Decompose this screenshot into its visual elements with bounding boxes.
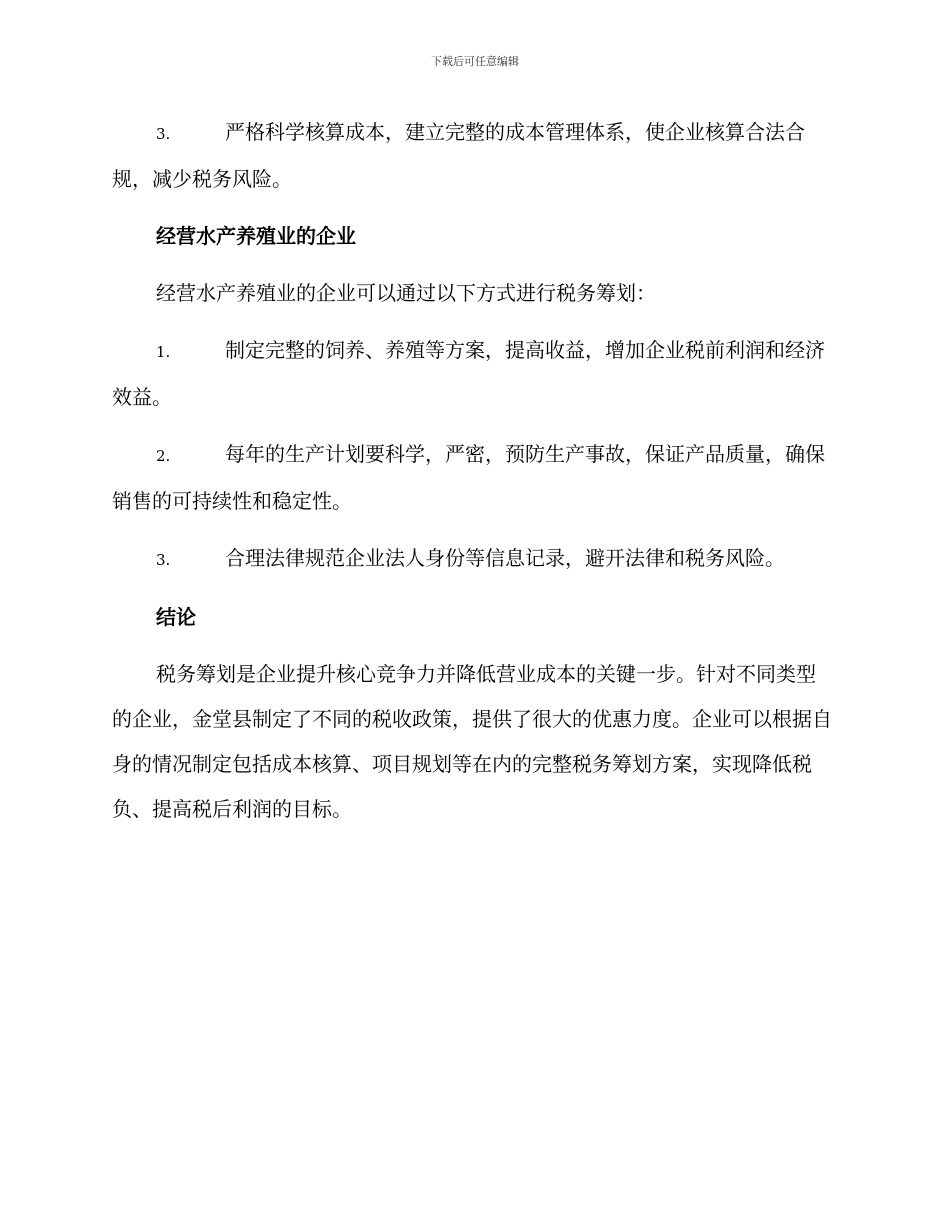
section-heading-conclusion: 结论	[156, 605, 196, 629]
document-body	[112, 110, 834, 832]
list-number: 3.	[156, 125, 171, 143]
list-item	[112, 432, 834, 524]
list-number: 3.	[156, 551, 171, 569]
list-number: 1.	[156, 343, 171, 361]
list-text: 每年的生产计划要科学，严密，预防生产事故，保证产品质量，确保销售的可持续性和稳定性。	[112, 442, 825, 513]
list-item	[112, 110, 834, 202]
conclusion-paragraph: 税务筹划是企业提升核心竞争力并降低营业成本的关键一步。针对不同类型的企业，金堂县制定了不同的税收政策，提供了很大的优惠力度。企业可以根据自身的情况制定包括成本核算、项目规划等在内的完整税务筹划方案，实现降低税负、提高税后利润的目标。	[112, 662, 832, 821]
list-item	[112, 328, 834, 420]
page-header: 下载后可任意编辑	[431, 55, 519, 68]
section-intro: 经营水产养殖业的企业可以通过以下方式进行税务筹划：	[156, 281, 656, 305]
list-text: 制定完整的饲养、养殖等方案，提高收益，增加企业税前利润和经济效益。	[112, 338, 825, 409]
list-text: 合理法律规范企业法人身份等信息记录，避开法律和税务风险。	[225, 546, 785, 570]
list-text: 严格科学核算成本，建立完整的成本管理体系，使企业核算合法合规，减少税务风险。	[112, 120, 805, 191]
list-number: 2.	[156, 447, 171, 465]
section-heading-aquaculture: 经营水产养殖业的企业	[156, 224, 356, 248]
list-item	[112, 536, 834, 583]
